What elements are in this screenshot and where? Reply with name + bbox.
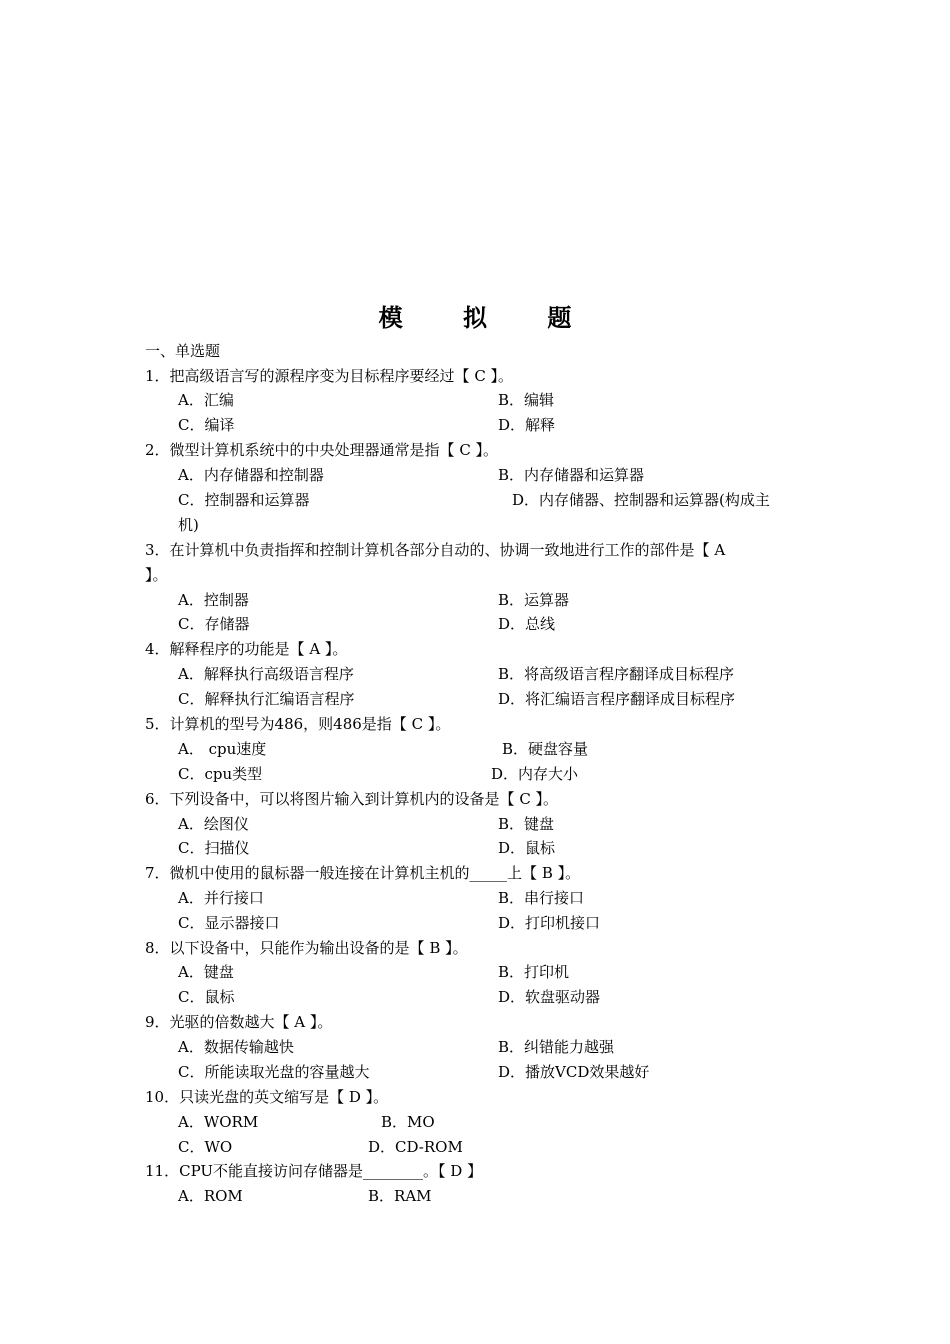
option-c: C．解释执行汇编语言程序: [178, 690, 355, 708]
option-a: A．键盘: [178, 963, 234, 981]
option-d: D．解释: [498, 416, 556, 434]
question-stem: 6．下列设备中，可以将图片输入到计算机内的设备是【 C 】。: [145, 790, 559, 808]
option-d: D．打印机接口: [498, 914, 601, 932]
option-b: B．运算器: [498, 591, 570, 609]
option-a: A．数据传输越快: [178, 1038, 294, 1056]
page-title: 模 拟 题: [378, 303, 598, 332]
option-b: B．纠错能力越强: [498, 1038, 615, 1056]
option-a: A．解释执行高级语言程序: [178, 665, 354, 683]
question-stem: 2．微型计算机系统中的中央处理器通常是指【 C 】。: [145, 441, 499, 459]
question-stem: 8．以下设备中，只能作为输出设备的是【 B 】。: [145, 939, 468, 957]
option-c: C．cpu类型: [178, 765, 263, 783]
option-a: A．并行接口: [178, 889, 264, 907]
option-c: C．所能读取光盘的容量越大: [178, 1063, 370, 1081]
option-a: A．ROM: [178, 1187, 243, 1205]
option-d: D．鼠标: [498, 839, 556, 857]
option-b: B．打印机: [498, 963, 570, 981]
option-b: B．内存储器和运算器: [498, 466, 645, 484]
option-a: A．内存储器和控制器: [178, 466, 324, 484]
option-b: B．串行接口: [498, 889, 585, 907]
option-c: C．扫描仪: [178, 839, 250, 857]
option-d: D．软盘驱动器: [498, 988, 601, 1006]
option-a: A．WORM: [178, 1113, 259, 1131]
option-d: D．内存储器、控制器和运算器(构成主: [512, 491, 770, 509]
option-d-continuation: 机): [178, 516, 199, 534]
option-d: D．将汇编语言程序翻译成目标程序: [498, 690, 736, 708]
option-d: D．播放VCD效果越好: [498, 1063, 650, 1081]
question-stem: 11．CPU不能直接访问存储器是________。【 D 】: [145, 1162, 483, 1180]
question-stem-continuation: 】。: [145, 566, 168, 584]
option-c: C．存储器: [178, 615, 250, 633]
option-c: C．显示器接口: [178, 914, 280, 932]
question-stem: 4．解释程序的功能是【 A 】。: [145, 640, 348, 658]
option-b: B．RAM: [368, 1187, 432, 1205]
option-c: C．控制器和运算器: [178, 491, 310, 509]
question-stem: 3．在计算机中负责指挥和控制计算机各部分自动的、协调一致地进行工作的部件是【 A: [145, 541, 726, 559]
option-b: B．硬盘容量: [502, 740, 589, 758]
option-a: A．绘图仪: [178, 815, 249, 833]
option-c: C．编译: [178, 416, 235, 434]
option-b: B．MO: [381, 1113, 435, 1131]
option-c: C．WO: [178, 1138, 233, 1156]
question-stem: 7．微机中使用的鼠标器一般连接在计算机主机的_____上【 B 】。: [145, 864, 581, 882]
question-stem: 9．光驱的倍数越大【 A 】。: [145, 1013, 333, 1031]
option-d: D．总线: [498, 615, 556, 633]
option-a: A．控制器: [178, 591, 249, 609]
option-d: D．CD-ROM: [368, 1138, 463, 1156]
option-b: B．键盘: [498, 815, 555, 833]
option-b: B．编辑: [498, 391, 555, 409]
question-stem: 5．计算机的型号为486，则486是指【 C 】。: [145, 715, 451, 733]
question-stem: 10．只读光盘的英文缩写是【 D 】。: [145, 1088, 389, 1106]
option-a: A．汇编: [178, 391, 234, 409]
option-b: B．将高级语言程序翻译成目标程序: [498, 665, 735, 683]
option-c: C．鼠标: [178, 988, 235, 1006]
question-stem: 1．把高级语言写的源程序变为目标程序要经过【 C 】。: [145, 367, 514, 385]
option-a: A． cpu速度: [178, 740, 267, 758]
section-heading: 一、单选题: [145, 342, 221, 360]
option-d: D．内存大小: [491, 765, 579, 783]
